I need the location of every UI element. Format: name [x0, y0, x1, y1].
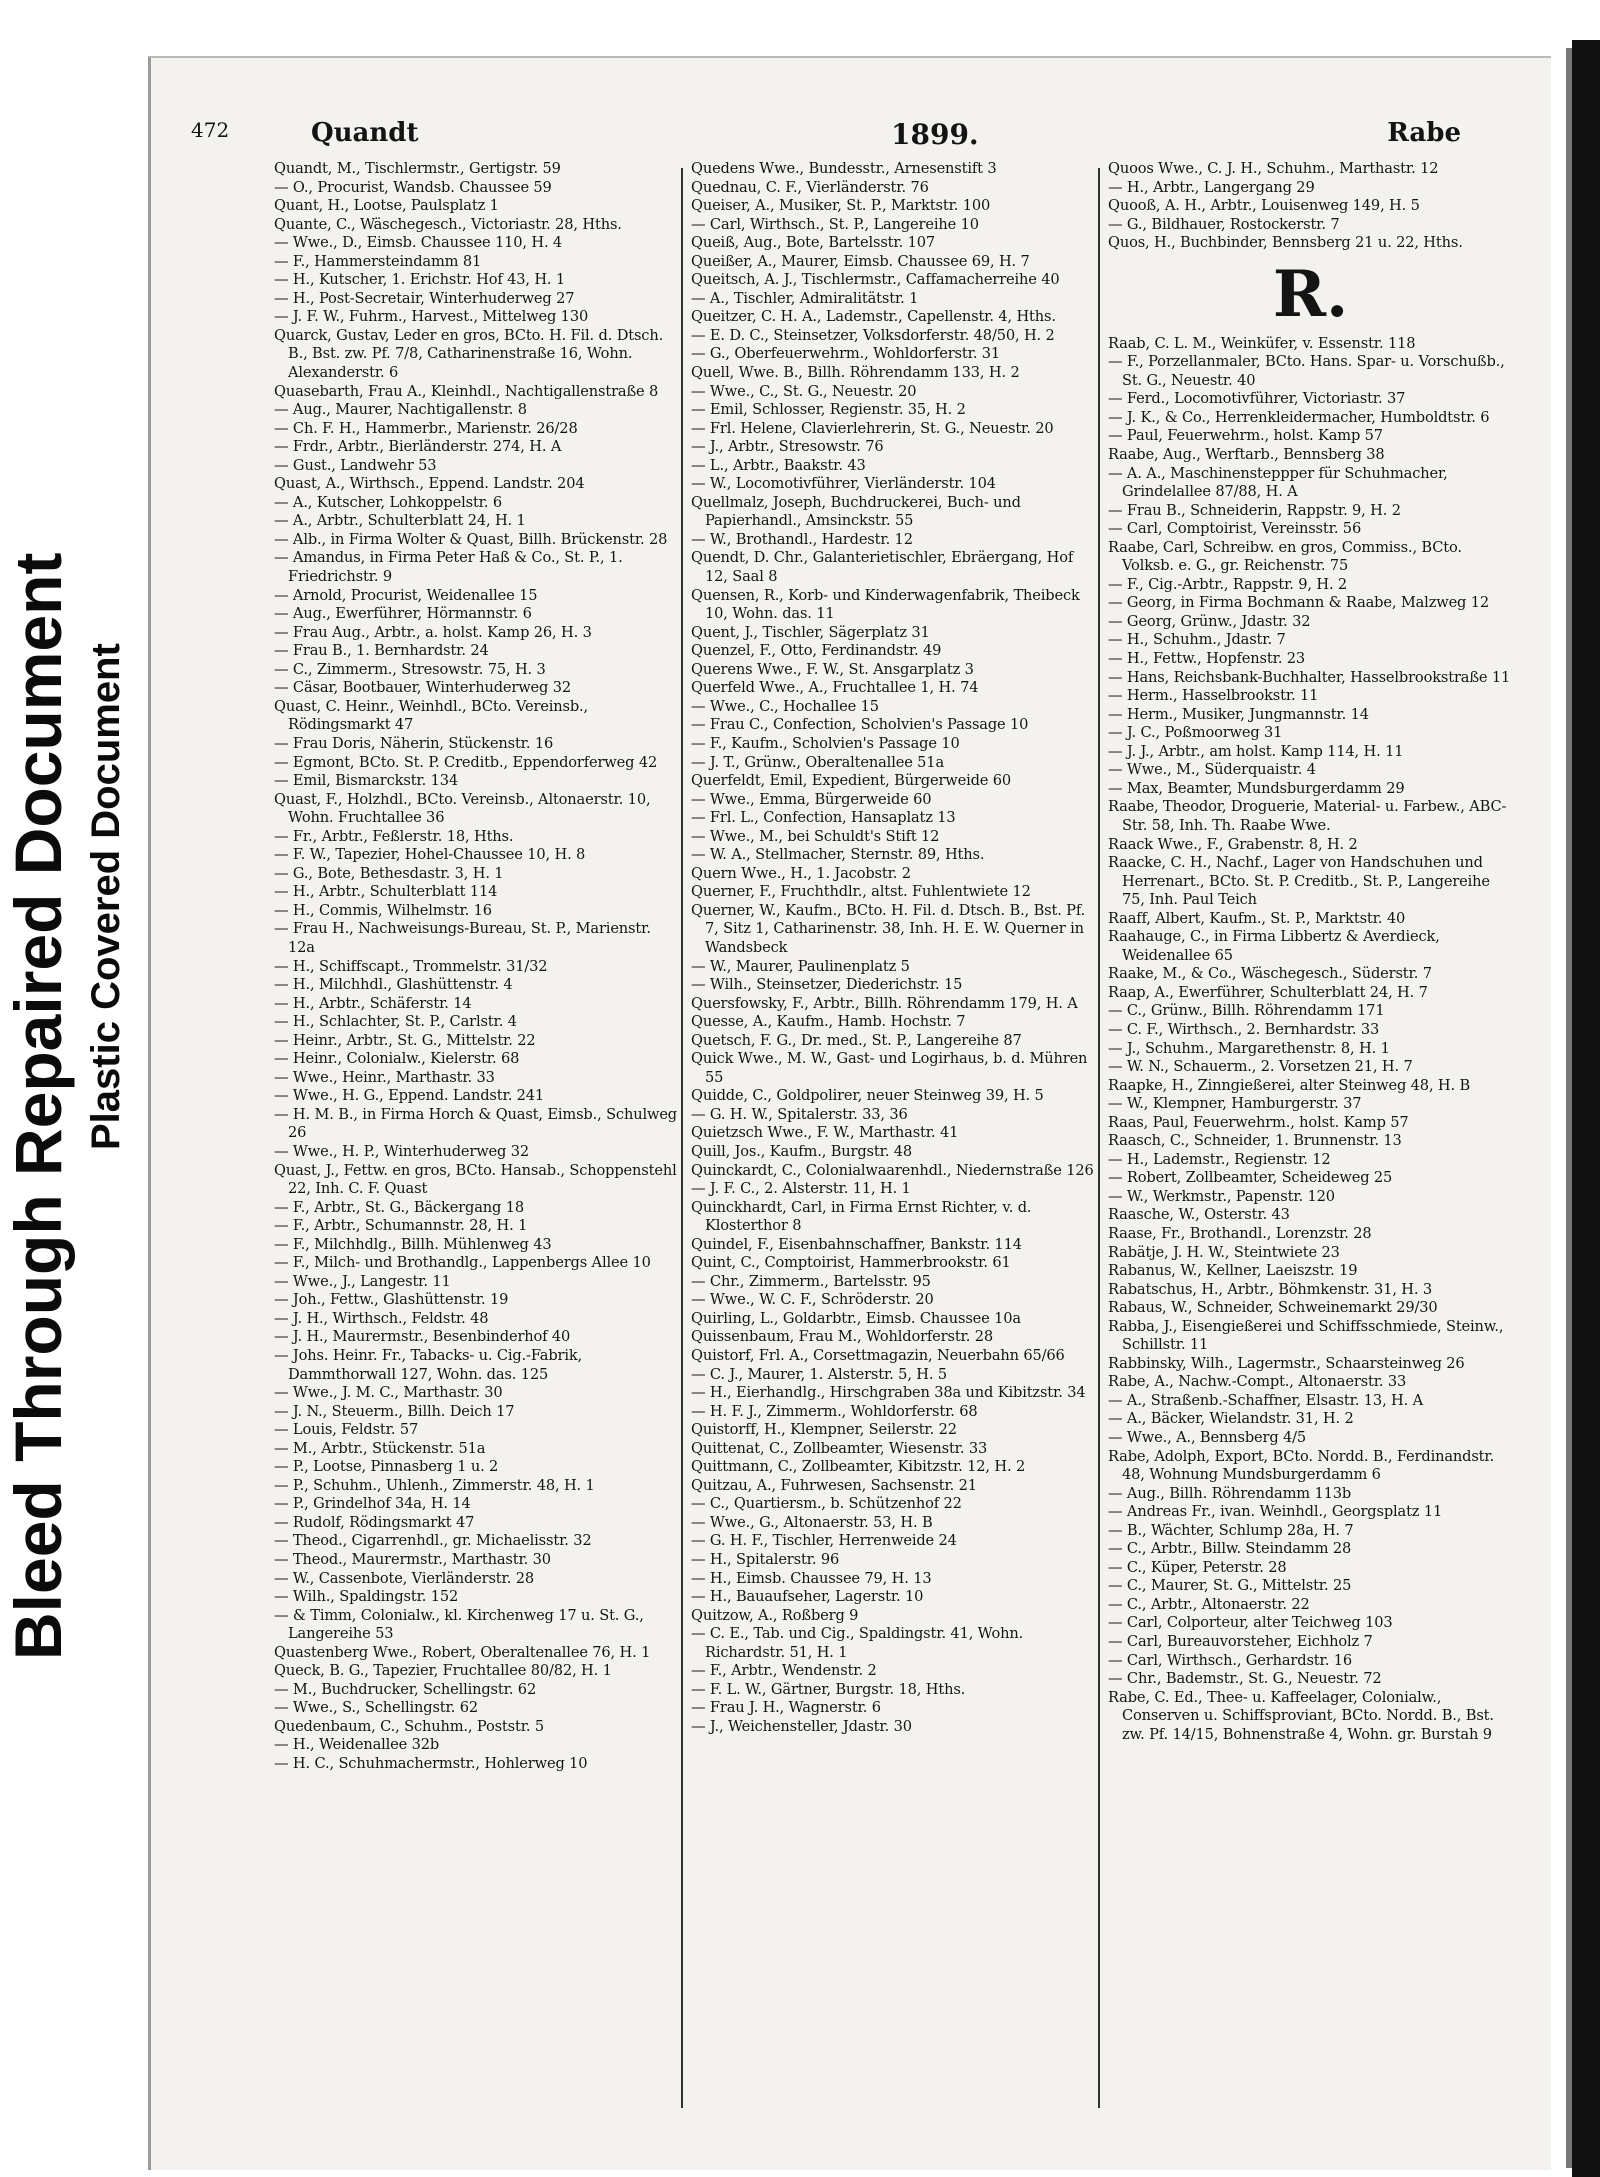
directory-entry: — Wwe., Emma, Bürgerweide 60: [691, 790, 932, 808]
directory-entry: Quidde, C., Goldpolirer, neuer Steinweg 39, H. 5: [691, 1087, 1044, 1105]
directory-entry: — Paul, Feuerwehrm., holst. Kamp 57: [1108, 427, 1383, 445]
directory-entry: Querfeld Wwe., A., Fruchtallee 1, H. 74: [691, 679, 979, 697]
directory-entry: — Wwe., J. M. C., Marthastr. 30: [274, 1384, 503, 1402]
directory-entry: — Frau B., 1. Bernhardstr. 24: [274, 642, 489, 660]
directory-entry: Rabba, J., Eisengießerei und Schiffsschmiede, Steinw., Schillstr. 11: [1108, 1317, 1504, 1354]
running-head-left: Quandt: [311, 118, 419, 148]
directory-entry: Quinckardt, C., Colonialwaarenhdl., Niedernstraße 126: [691, 1161, 1094, 1179]
directory-entry: — F. W., Tapezier, Hohel-Chaussee 10, H. 8: [274, 846, 586, 864]
directory-entry: Querens Wwe., F. W., St. Ansgarplatz 3: [691, 660, 974, 678]
directory-entry: — Alb., in Firma Wolter & Quast, Billh. Brückenstr. 28: [274, 530, 668, 548]
directory-entry: — F., Arbtr., St. G., Bäckergang 18: [274, 1198, 525, 1216]
directory-entry: Raase, Fr., Brothandl., Lorenzstr. 28: [1108, 1224, 1372, 1242]
directory-entry: Quednau, C. F., Vierländerstr. 76: [691, 178, 929, 196]
directory-entry: — J. F. C., 2. Alsterstr. 11, H. 1: [691, 1180, 911, 1198]
directory-entry: — Carl, Wirthsch., Gerhardstr. 16: [1108, 1651, 1352, 1669]
directory-entry: — H., Schuhm., Jdastr. 7: [1108, 631, 1286, 649]
directory-entry: — F., Arbtr., Schumannstr. 28, H. 1: [274, 1217, 528, 1235]
directory-entry: — H., Bauaufseher, Lagerstr. 10: [691, 1588, 924, 1606]
directory-entry: — Ferd., Locomotivführer, Victoriastr. 37: [1108, 390, 1406, 408]
directory-entry: Rabe, C. Ed., Thee- u. Kaffeelager, Colonialw., Conserven u. Schiffsproviant, BCto. Nordd. B., Bst. zw. Pf. 14/15, Bohnenstraße 4, Wohn. gr. Burstah 9: [1108, 1688, 1494, 1743]
directory-entry: — Carl, Comptoirist, Vereinsstr. 56: [1108, 520, 1362, 538]
directory-entry: — Gust., Landwehr 53: [274, 456, 437, 474]
directory-entry: Quenzel, F., Otto, Ferdinandstr. 49: [691, 642, 942, 660]
directory-entry: Quedens Wwe., Bundesstr., Arnesenstift 3: [691, 160, 997, 177]
directory-entry: — G. H. F., Tischler, Herrenweide 24: [691, 1532, 957, 1550]
directory-entry: Quint, C., Comptoirist, Hammerbrookstr. 61: [691, 1254, 1011, 1272]
directory-entry: — M., Buchdrucker, Schellingstr. 62: [274, 1680, 537, 1698]
scan-edge-dark: [1572, 40, 1600, 2177]
directory-entry: — P., Grindelhof 34a, H. 14: [274, 1495, 471, 1513]
directory-entry: Quittenat, C., Zollbeamter, Wiesenstr. 33: [691, 1439, 988, 1457]
directory-entry: Quittmann, C., Zollbeamter, Kibitzstr. 12, H. 2: [691, 1458, 1026, 1476]
directory-entry: — Joh., Fettw., Glashüttenstr. 19: [274, 1291, 509, 1309]
scan-edge-shadow: [1566, 48, 1572, 2168]
directory-entry: — F., Cig.-Arbtr., Rappstr. 9, H. 2: [1108, 575, 1348, 593]
directory-entry: — J., Weichensteller, Jdastr. 30: [691, 1717, 912, 1735]
directory-entry: — P., Lootse, Pinnasberg 1 u. 2: [274, 1458, 499, 1476]
directory-entry: — Wwe., D., Eimsb. Chaussee 110, H. 4: [274, 234, 563, 252]
directory-entry: — Chr., Bademstr., St. G., Neuestr. 72: [1108, 1670, 1382, 1688]
column-rule: [681, 168, 683, 2108]
directory-entry: — H., Eimsb. Chaussee 79, H. 13: [691, 1569, 932, 1587]
directory-entry: — A., Kutscher, Lohkoppelstr. 6: [274, 493, 503, 511]
directory-entry: — F., Porzellanmaler, BCto. Hans. Spar- u. Vorschußb., St. G., Neuestr. 40: [1108, 353, 1505, 389]
directory-entry: — Theod., Cigarrenhdl., gr. Michaelisstr. 32: [274, 1532, 592, 1550]
directory-entry: — Wwe., H. P., Winterhuderweg 32: [274, 1142, 529, 1160]
directory-entry: Rabe, Adolph, Export, BCto. Nordd. B., Ferdinandstr. 48, Wohnung Mundsburgerdamm 6: [1108, 1447, 1495, 1484]
directory-entry: — J. T., Grünw., Oberaltenallee 51a: [691, 753, 944, 771]
directory-entry: Quante, C., Wäschegesch., Victoriastr. 28, Hths.: [274, 215, 622, 233]
directory-entry: — Emil, Schlosser, Regienstr. 35, H. 2: [691, 401, 966, 419]
directory-entry: Quast, A., Wirthsch., Eppend. Landstr. 204: [274, 475, 585, 493]
directory-page: [148, 56, 1551, 2170]
directory-entry: — O., Procurist, Wandsb. Chaussee 59: [274, 178, 552, 196]
directory-entry: Quirling, L., Goldarbtr., Eimsb. Chaussee 10a: [691, 1309, 1021, 1327]
directory-entry: — Louis, Feldstr. 57: [274, 1421, 419, 1439]
directory-entry: — F., Milch- und Brothandlg., Lappenbergs Allee 10: [274, 1254, 651, 1272]
directory-entry: Quetsch, F. G., Dr. med., St. P., Langereihe 87: [691, 1031, 1022, 1049]
directory-entry: Quistorf, Frl. A., Corsettmagazin, Neuerbahn 65/66: [691, 1347, 1065, 1364]
directory-entry: — Wwe., S., Schellingstr. 62: [274, 1699, 478, 1717]
directory-entry: Querner, F., Fruchthdlr., altst. Fuhlentwiete 12: [691, 883, 1031, 901]
directory-entry: — Frau B., Schneiderin, Rappstr. 9, H. 2: [1108, 501, 1401, 519]
directory-entry: Quill, Jos., Kaufm., Burgstr. 48: [691, 1142, 913, 1160]
directory-entry: — H., Arbtr., Langergang 29: [1108, 178, 1315, 196]
directory-entry: — J. N., Steuerm., Billh. Deich 17: [274, 1402, 515, 1420]
directory-entry: — Wwe., M., bei Schuldt's Stift 12: [691, 827, 940, 845]
directory-entry: — W., Werkmstr., Papenstr. 120: [1108, 1187, 1335, 1205]
directory-entry: — Wwe., Heinr., Marthastr. 33: [274, 1068, 495, 1086]
directory-entry: Raack Wwe., F., Grabenstr. 8, H. 2: [1108, 835, 1358, 853]
directory-entry: — H., Milchhdl., Glashüttenstr. 4: [274, 976, 513, 994]
directory-entry: — J. H., Wirthsch., Feldstr. 48: [274, 1309, 489, 1327]
directory-entry: Raab, C. L. M., Weinküfer, v. Essenstr. 118: [1108, 334, 1416, 352]
directory-entry: — W., Locomotivführer, Vierländerstr. 104: [691, 475, 996, 493]
directory-entry: — H., Schiffscapt., Trommelstr. 31/32: [274, 957, 548, 975]
directory-column-1: [274, 160, 679, 1774]
directory-entry: Raasch, C., Schneider, 1. Brunnenstr. 13: [1108, 1132, 1402, 1150]
directory-entry: Quietzsch Wwe., F. W., Marthastr. 41: [691, 1124, 959, 1142]
directory-entry: — F., Kaufm., Scholvien's Passage 10: [691, 734, 960, 752]
directory-entry: Quarck, Gustav, Leder en gros, BCto. H. Fil. d. Dtsch. B., Bst. zw. Pf. 7/8, Catharinenstraße 16, Wohn. Alexanderstr. 6: [274, 326, 664, 382]
directory-entry: — H., Weidenallee 32b: [274, 1736, 440, 1754]
directory-entry: Queiß, Aug., Bote, Bartelsstr. 107: [691, 234, 935, 252]
directory-entry: — Wwe., W. C. F., Schröderstr. 20: [691, 1291, 934, 1309]
directory-entry: — F., Milchhdlg., Billh. Mühlenweg 43: [274, 1235, 552, 1253]
directory-entry: Quasebarth, Frau A., Kleinhdl., Nachtigallenstraße 8: [274, 382, 659, 400]
directory-column-3: [1108, 160, 1513, 1744]
directory-entry: — C., Arbtr., Billw. Steindamm 28: [1108, 1540, 1352, 1558]
directory-entry: Quistorff, H., Klempner, Seilerstr. 22: [691, 1421, 957, 1439]
directory-entry: — H., Kutscher, 1. Erichstr. Hof 43, H. 1: [274, 271, 566, 289]
directory-entry: Raabe, Theodor, Droguerie, Material- u. Farbew., ABC-Str. 58, Inh. Th. Raabe Wwe.: [1108, 798, 1507, 834]
directory-entry: — Carl, Wirthsch., St. P., Langereihe 10: [691, 215, 979, 233]
directory-entry: Queck, B. G., Tapezier, Fruchtallee 80/82, H. 1: [274, 1662, 612, 1680]
directory-entry: Queitzer, C. H. A., Lademstr., Capellenstr. 4, Hths.: [691, 308, 1056, 326]
directory-entry: — J. H., Maurermstr., Besenbinderhof 40: [274, 1328, 571, 1346]
directory-entry: Rabaus, W., Schneider, Schweinemarkt 29/30: [1108, 1299, 1438, 1317]
directory-entry: Raabe, Aug., Werftarb., Bennsberg 38: [1108, 446, 1385, 464]
plastic-covered-stamp: Plastic Covered Document: [84, 643, 128, 1150]
directory-entry: Quitzau, A., Fuhrwesen, Sachsenstr. 21: [691, 1476, 977, 1494]
directory-entry: Quant, H., Lootse, Paulsplatz 1: [274, 197, 499, 215]
directory-entry: — C., Arbtr., Altonaerstr. 22: [1108, 1595, 1310, 1613]
directory-entry: — A., Bäcker, Wielandstr. 31, H. 2: [1108, 1410, 1354, 1428]
directory-entry: Raap, A., Ewerführer, Schulterblatt 24, H. 7: [1108, 983, 1428, 1001]
directory-entry: — Herm., Musiker, Jungmannstr. 14: [1108, 705, 1369, 723]
directory-entry: Raahauge, C., in Firma Libbertz & Averdieck, Weidenallee 65: [1108, 928, 1440, 964]
directory-entry: — Hans, Reichsbank-Buchhalter, Hasselbrookstraße 11: [1108, 668, 1511, 686]
directory-entry: — Wwe., C., St. G., Neuestr. 20: [691, 382, 917, 400]
directory-column-2: [691, 160, 1096, 1736]
directory-entry: — Frau J. H., Wagnerstr. 6: [691, 1699, 881, 1717]
directory-entry: — Heinr., Colonialw., Kielerstr. 68: [274, 1050, 520, 1068]
directory-entry: Rabatschus, H., Arbtr., Böhmkenstr. 31, H. 3: [1108, 1280, 1432, 1298]
directory-entry: Quensen, R., Korb- und Kinderwagenfabrik, Theibeck 10, Wohn. das. 11: [691, 586, 1080, 623]
directory-entry: — Frau Aug., Arbtr., a. holst. Kamp 26, H. 3: [274, 623, 592, 641]
directory-entry: — H., Arbtr., Schulterblatt 114: [274, 883, 498, 901]
directory-entry: — H., Eierhandlg., Hirschgraben 38a und Kibitzstr. 34: [691, 1384, 1086, 1402]
directory-entry: — C., Küper, Peterstr. 28: [1108, 1558, 1287, 1576]
page-number: 472: [191, 118, 230, 142]
directory-entry: — E. D. C., Steinsetzer, Volksdorferstr. 48/50, H. 2: [691, 326, 1055, 344]
directory-entry: — H., Commis, Wilhelmstr. 16: [274, 901, 492, 919]
directory-entry: — P., Schuhm., Uhlenh., Zimmerstr. 48, H. 1: [274, 1476, 595, 1494]
directory-entry: Quell, Wwe. B., Billh. Röhrendamm 133, H. 2: [691, 364, 1020, 382]
directory-entry: — Robert, Zollbeamter, Scheideweg 25: [1108, 1169, 1393, 1187]
directory-entry: — Wwe., H. G., Eppend. Landstr. 241: [274, 1087, 545, 1105]
directory-entry: Quooß, A. H., Arbtr., Louisenweg 149, H. 5: [1108, 197, 1420, 215]
directory-entry: Quinckhardt, Carl, in Firma Ernst Richter, v. d. Klosterthor 8: [691, 1198, 1032, 1235]
directory-entry: — Carl, Bureauvorsteher, Eichholz 7: [1108, 1633, 1373, 1651]
directory-entry: — Fr., Arbtr., Feßlerstr. 18, Hths.: [274, 827, 514, 845]
directory-entry: — J., Arbtr., Stresowstr. 76: [691, 438, 884, 456]
directory-entry: Raapke, H., Zinngießerei, alter Steinweg 48, H. B: [1108, 1076, 1471, 1094]
directory-entry: — H. F. J., Zimmerm., Wohldorferstr. 68: [691, 1402, 978, 1420]
directory-entry: Queißer, A., Maurer, Eimsb. Chaussee 69, H. 7: [691, 252, 1030, 270]
directory-entry: — Theod., Maurermstr., Marthastr. 30: [274, 1551, 551, 1569]
directory-entry: — H. M. B., in Firma Horch & Quast, Eimsb., Schulweg 26: [274, 1105, 677, 1142]
directory-entry: — H., Fettw., Hopfenstr. 23: [1108, 650, 1306, 668]
directory-entry: — J., Schuhm., Margarethenstr. 8, H. 1: [1108, 1039, 1390, 1057]
directory-entry: Quendt, D. Chr., Galanterietischler, Ebräergang, Hof 12, Saal 8: [691, 549, 1074, 586]
directory-entry: Raaff, Albert, Kaufm., St. P., Marktstr. 40: [1108, 909, 1406, 927]
directory-entry: Quick Wwe., M. W., Gast- und Logirhaus, b. d. Mühren 55: [691, 1050, 1088, 1086]
directory-entry: — A. A., Maschinensteppper für Schuhmacher, Grindelallee 87/88, H. A: [1108, 464, 1448, 501]
directory-entry: Raabe, Carl, Schreibw. en gros, Commiss., BCto. Volksb. e. G., gr. Reichenstr. 75: [1108, 538, 1462, 575]
directory-entry: — A., Arbtr., Schulterblatt 24, H. 1: [274, 512, 526, 530]
directory-entry: Queiser, A., Musiker, St. P., Marktstr. 100: [691, 197, 991, 215]
directory-entry: — L., Arbtr., Baakstr. 43: [691, 456, 866, 474]
directory-entry: — Wwe., A., Bennsberg 4/5: [1108, 1429, 1307, 1446]
directory-entry: — G., Bildhauer, Rostockerstr. 7: [1108, 215, 1340, 233]
directory-entry: — Georg, in Firma Bochmann & Raabe, Malzweg 12: [1108, 594, 1490, 612]
directory-entry: — B., Wächter, Schlump 28a, H. 7: [1108, 1521, 1354, 1539]
letter-section-heading: R.: [1272, 256, 1349, 332]
directory-entry: — W. N., Schauerm., 2. Vorsetzen 21, H. 7: [1108, 1058, 1413, 1076]
directory-entry: Raacke, C. H., Nachf., Lager von Handschuhen und Herrenart., BCto. St. P. Creditb., St. P., Langereihe 75, Inh. Paul Teich: [1108, 854, 1490, 909]
directory-entry: — J. C., Poßmoorweg 31: [1108, 724, 1283, 742]
directory-entry: — H., Schlachter, St. P., Carlstr. 4: [274, 1013, 517, 1031]
directory-entry: Quern Wwe., H., 1. Jacobstr. 2: [691, 864, 911, 882]
directory-entry: Quos, H., Buchbinder, Bennsberg 21 u. 22, Hths.: [1108, 234, 1463, 252]
directory-entry: — F., Hammersteindamm 81: [274, 252, 482, 270]
running-head-right: Rabe: [1387, 118, 1461, 148]
directory-entry: Rabanus, W., Kellner, Laeiszstr. 19: [1108, 1262, 1358, 1280]
directory-entry: — Andreas Fr., ivan. Weinhdl., Georgsplatz 11: [1108, 1503, 1443, 1521]
directory-entry: Quastenberg Wwe., Robert, Oberaltenallee 76, H. 1: [274, 1643, 651, 1661]
directory-entry: — W., Maurer, Paulinenplatz 5: [691, 957, 910, 975]
directory-entry: — C. J., Maurer, 1. Alsterstr. 5, H. 5: [691, 1365, 947, 1383]
directory-entry: Quast, F., Holzhdl., BCto. Vereinsb., Altonaerstr. 10, Wohn. Fruchtallee 36: [274, 790, 651, 827]
directory-entry: — Heinr., Arbtr., St. G., Mittelstr. 22: [274, 1031, 536, 1049]
directory-entry: Quast, C. Heinr., Weinhdl., BCto. Vereinsb., Rödingsmarkt 47: [274, 697, 589, 734]
directory-entry: — Johs. Heinr. Fr., Tabacks- u. Cig.-Fabrik, Dammthorwall 127, Wohn. das. 125: [274, 1347, 583, 1383]
directory-entry: — W., Klempner, Hamburgerstr. 37: [1108, 1095, 1362, 1113]
directory-entry: — F., Arbtr., Wendenstr. 2: [691, 1662, 877, 1680]
directory-entry: — Frl. L., Confection, Hansaplatz 13: [691, 809, 956, 827]
directory-entry: — Frdr., Arbtr., Bierländerstr. 274, H. A: [274, 438, 562, 456]
directory-entry: — Ch. F. H., Hammerbr., Marienstr. 26/28: [274, 419, 578, 437]
directory-entry: — Frau H., Nachweisungs-Bureau, St. P., Marienstr. 12a: [274, 920, 651, 956]
column-rule: [1098, 168, 1100, 2108]
directory-entry: — Max, Beamter, Mundsburgerdamm 29: [1108, 779, 1405, 797]
bleed-through-stamp: Bleed Through Repaired Document: [1, 552, 75, 1660]
directory-entry: — Frl. Helene, Clavierlehrerin, St. G., Neuestr. 20: [691, 419, 1054, 437]
directory-entry: — J. F. W., Fuhrm., Harvest., Mittelweg 130: [274, 308, 589, 326]
directory-entry: — Carl, Colporteur, alter Teichweg 103: [1108, 1614, 1393, 1632]
directory-entry: — Wwe., J., Langestr. 11: [274, 1272, 451, 1290]
directory-entry: — J. J., Arbtr., am holst. Kamp 114, H. 11: [1108, 742, 1404, 760]
directory-entry: — C., Quartiersm., b. Schützenhof 22: [691, 1495, 962, 1513]
directory-entry: — Wwe., G., Altonaerstr. 53, H. B: [691, 1513, 933, 1531]
directory-entry: Quesse, A., Kaufm., Hamb. Hochstr. 7: [691, 1013, 966, 1031]
directory-entry: — H. C., Schuhmachermstr., Hohlerweg 10: [274, 1755, 588, 1773]
directory-entry: — H., Spitalerstr. 96: [691, 1551, 840, 1569]
directory-entry: — A., Straßenb.-Schaffner, Elsastr. 13, H. A: [1108, 1391, 1423, 1409]
directory-entry: — Aug., Ewerführer, Hörmannstr. 6: [274, 605, 532, 623]
year-heading: 1899.: [891, 118, 979, 151]
directory-entry: — Wilh., Steinsetzer, Diederichstr. 15: [691, 976, 963, 994]
directory-entry: — Aug., Maurer, Nachtigallenstr. 8: [274, 401, 527, 419]
directory-entry: Quitzow, A., Roßberg 9: [691, 1606, 859, 1624]
directory-entry: Quast, J., Fettw. en gros, BCto. Hansab., Schoppenstehl 22, Inh. C. F. Quast: [274, 1161, 677, 1198]
directory-entry: Quellmalz, Joseph, Buchdruckerei, Buch- und Papierhandl., Amsinckstr. 55: [691, 493, 1021, 530]
directory-entry: Raasche, W., Osterstr. 43: [1108, 1206, 1290, 1224]
directory-entry: — G. H. W., Spitalerstr. 33, 36: [691, 1105, 908, 1123]
directory-entry: Quoos Wwe., C. J. H., Schuhm., Marthastr. 12: [1108, 160, 1439, 177]
directory-entry: — Rudolf, Rödingsmarkt 47: [274, 1513, 475, 1531]
directory-entry: — Emil, Bismarckstr. 134: [274, 772, 459, 790]
directory-entry: — W., Cassenbote, Vierländerstr. 28: [274, 1569, 534, 1587]
directory-entry: — Frau Doris, Näherin, Stückenstr. 16: [274, 734, 554, 752]
directory-entry: Querfeldt, Emil, Expedient, Bürgerweide 60: [691, 772, 1012, 790]
directory-entry: Rabätje, J. H. W., Steintwiete 23: [1108, 1243, 1340, 1261]
directory-entry: — C., Zimmerm., Stresowstr. 75, H. 3: [274, 660, 546, 678]
directory-entry: — M., Arbtr., Stückenstr. 51a: [274, 1439, 486, 1457]
directory-entry: — Egmont, BCto. St. P. Creditb., Eppendorferweg 42: [274, 753, 658, 771]
directory-entry: — Wwe., C., Hochallee 15: [691, 697, 879, 715]
directory-entry: — J. K., & Co., Herrenkleidermacher, Humboldtstr. 6: [1108, 408, 1490, 426]
directory-entry: Quent, J., Tischler, Sägerplatz 31: [691, 623, 930, 641]
directory-entry: Quindel, F., Eisenbahnschaffner, Bankstr. 114: [691, 1235, 1022, 1253]
directory-entry: — C., Grünw., Billh. Röhrendamm 171: [1108, 1002, 1385, 1020]
directory-entry: — Cäsar, Bootbauer, Winterhuderweg 32: [274, 679, 571, 697]
directory-entry: — W., Brothandl., Hardestr. 12: [691, 530, 913, 548]
directory-entry: — C. E., Tab. und Cig., Spaldingstr. 41, Wohn. Richardstr. 51, H. 1: [691, 1625, 1024, 1661]
directory-entry: Raake, M., & Co., Wäschegesch., Süderstr. 7: [1108, 965, 1432, 983]
directory-entry: — Herm., Hasselbrookstr. 11: [1108, 687, 1319, 705]
directory-entry: — Chr., Zimmerm., Bartelsstr. 95: [691, 1272, 931, 1290]
directory-entry: — Amandus, in Firma Peter Haß & Co., St. P., 1. Friedrichstr. 9: [274, 549, 623, 586]
directory-entry: Rabbinsky, Wilh., Lagermstr., Schaarsteinweg 26: [1108, 1354, 1465, 1372]
directory-entry: — & Timm, Colonialw., kl. Kirchenweg 17 u. St. G., Langereihe 53: [274, 1606, 644, 1643]
directory-entry: — F. L. W., Gärtner, Burgstr. 18, Hths.: [691, 1680, 966, 1698]
directory-entry: — Arnold, Procurist, Weidenallee 15: [274, 586, 538, 604]
directory-entry: Raas, Paul, Feuerwehrm., holst. Kamp 57: [1108, 1113, 1409, 1131]
directory-entry: Queitsch, A. J., Tischlermstr., Caffamacherreihe 40: [691, 271, 1060, 289]
directory-entry: — H., Lademstr., Regienstr. 12: [1108, 1150, 1331, 1168]
directory-entry: — G., Oberfeuerwehrm., Wohldorferstr. 31: [691, 345, 1001, 363]
directory-entry: — C., Maurer, St. G., Mittelstr. 25: [1108, 1577, 1352, 1595]
directory-entry: — Aug., Billh. Röhrendamm 113b: [1108, 1484, 1352, 1502]
directory-entry: — H., Post-Secretair, Winterhuderweg 27: [274, 289, 575, 307]
directory-entry: Quandt, M., Tischlermstr., Gertigstr. 59: [274, 160, 561, 177]
directory-entry: — Frau C., Confection, Scholvien's Passage 10: [691, 716, 1029, 734]
directory-entry: — Wilh., Spaldingstr. 152: [274, 1588, 459, 1606]
directory-entry: — W. A., Stellmacher, Sternstr. 89, Hths.: [691, 846, 985, 864]
directory-entry: Quersfowsky, F., Arbtr., Billh. Röhrendamm 179, H. A: [691, 994, 1078, 1012]
directory-entry: — G., Bote, Bethesdastr. 3, H. 1: [274, 864, 504, 882]
directory-entry: — C. F., Wirthsch., 2. Bernhardstr. 33: [1108, 1020, 1380, 1038]
directory-entry: — A., Tischler, Admiralitätstr. 1: [691, 289, 919, 307]
directory-entry: Rabe, A., Nachw.-Compt., Altonaerstr. 33: [1108, 1373, 1407, 1391]
directory-entry: — Wwe., M., Süderquaistr. 4: [1108, 761, 1316, 779]
running-header: [191, 118, 1491, 158]
directory-entry: Quedenbaum, C., Schuhm., Poststr. 5: [274, 1717, 545, 1735]
directory-entry: — H., Arbtr., Schäferstr. 14: [274, 994, 472, 1012]
directory-entry: Quissenbaum, Frau M., Wohldorferstr. 28: [691, 1328, 994, 1346]
directory-entry: Querner, W., Kaufm., BCto. H. Fil. d. Dtsch. B., Bst. Pf. 7, Sitz 1, Catharinenstr. 38, Inh. H. E. W. Querner in Wandsbeck: [691, 901, 1086, 956]
directory-entry: — Georg, Grünw., Jdastr. 32: [1108, 612, 1311, 630]
